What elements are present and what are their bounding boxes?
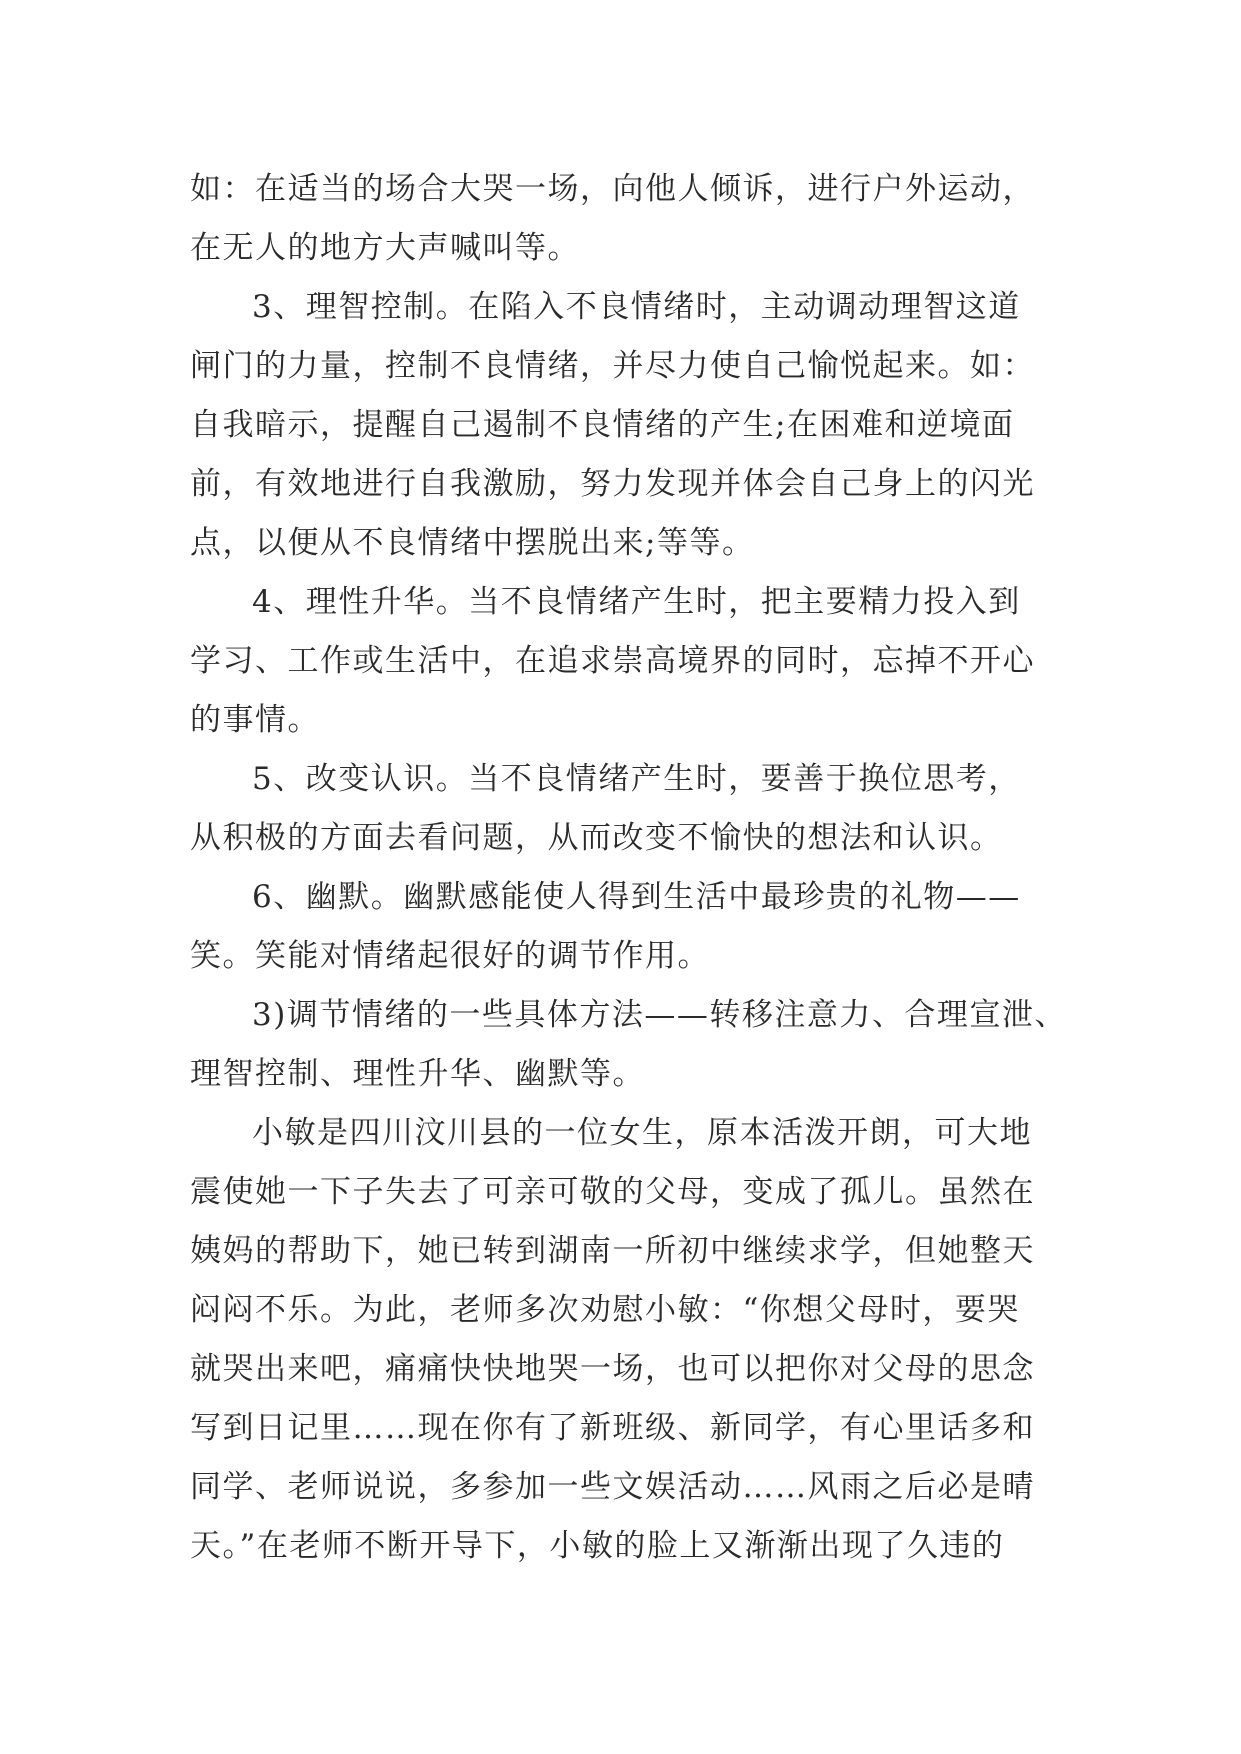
text-line: 同学、老师说说，多参加一些文娱活动……风雨之后必是晴 — [190, 1469, 1035, 1505]
text-line: 震使她一下子失去了可亲可敬的父母，变成了孤儿。虽然在 — [190, 1174, 1035, 1210]
text-line: 就哭出来吧，痛痛快快地哭一场，也可以把你对父母的思念 — [190, 1351, 1035, 1387]
paragraph-start-line: 6、幽默。幽默感能使人得到生活中最珍贵的礼物—— — [252, 879, 1021, 915]
text-line: 天。”在老师不断开导下，小敏的脸上又渐渐出现了久违的 — [190, 1528, 1005, 1564]
text-line: 理智控制、理性升华、幽默等。 — [190, 1056, 645, 1092]
text-line: 在无人的地方大声喊叫等。 — [190, 230, 580, 266]
paragraph-start-line: 4、理性升华。当不良情绪产生时，把主要精力投入到 — [252, 584, 1021, 620]
paragraph-start-line: 3)调节情绪的一些具体方法——转移注意力、合理宣泄、 — [252, 997, 1067, 1033]
text-line: 学习、工作或生活中，在追求崇高境界的同时，忘掉不开心 — [190, 643, 1035, 679]
text-line: 如：在适当的场合大哭一场，向他人倾诉，进行户外运动， — [190, 171, 1035, 207]
paragraph-start-line: 小敏是四川汶川县的一位女生，原本活泼开朗，可大地 — [252, 1115, 1032, 1151]
text-line: 笑。笑能对情绪起很好的调节作用。 — [190, 938, 710, 974]
paragraph-start-line: 3、理智控制。在陷入不良情绪时，主动调动理智这道 — [252, 289, 1021, 325]
text-line: 从积极的方面去看问题，从而改变不愉快的想法和认识。 — [190, 820, 1003, 856]
text-line: 姨妈的帮助下，她已转到湖南一所初中继续求学，但她整天 — [190, 1233, 1035, 1269]
text-line: 写到日记里……现在你有了新班级、新同学，有心里话多和 — [190, 1410, 1035, 1446]
text-line: 自我暗示，提醒自己遏制不良情绪的产生;在困难和逆境面 — [190, 407, 1015, 443]
text-line: 闷闷不乐。为此，老师多次劝慰小敏：“你想父母时，要哭 — [190, 1292, 1020, 1328]
text-line: 前，有效地进行自我激励，努力发现并体会自己身上的闪光 — [190, 466, 1035, 502]
body-text — [190, 160, 1067, 1576]
text-line: 的事情。 — [190, 702, 320, 738]
text-line: 闸门的力量，控制不良情绪，并尽力使自己愉悦起来。如： — [190, 348, 1035, 384]
paragraph-start-line: 5、改变认识。当不良情绪产生时，要善于换位思考， — [252, 761, 1021, 797]
text-line: 点，以便从不良情绪中摆脱出来;等等。 — [190, 525, 755, 561]
